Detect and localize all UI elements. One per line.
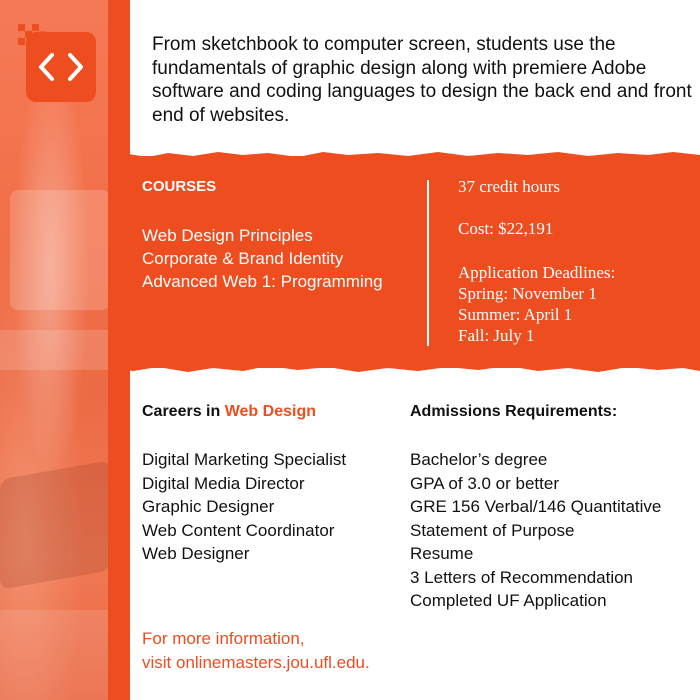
admission-item: Completed UF Application bbox=[410, 591, 607, 610]
admission-item: GPA of 3.0 or better bbox=[410, 473, 559, 493]
admission-item: GRE 156 Verbal/146 Quantitative bbox=[410, 497, 662, 516]
logo-pixel bbox=[18, 24, 25, 31]
courses-list bbox=[142, 224, 383, 293]
career-item: Digital Media Director bbox=[142, 473, 305, 493]
credit-hours: 37 credit hours bbox=[458, 177, 560, 196]
logo-pixel bbox=[18, 38, 25, 45]
admission-item: Bachelor’s degree bbox=[410, 450, 548, 469]
program-cost: Cost: $22,191 bbox=[458, 219, 554, 238]
course-item: Advanced Web 1: Programming bbox=[142, 272, 383, 291]
admission-item: Resume bbox=[410, 544, 474, 563]
photo-hand-shape bbox=[0, 460, 110, 589]
course-item: Web Design Principles bbox=[142, 226, 313, 245]
application-deadlines bbox=[458, 262, 615, 346]
admissions-list bbox=[410, 448, 661, 613]
careers-list bbox=[142, 448, 346, 566]
career-item: Web Content Coordinator bbox=[142, 520, 335, 540]
career-item: Web Designer bbox=[142, 544, 250, 563]
more-info-line: For more information, bbox=[142, 629, 305, 648]
code-brackets-icon bbox=[26, 32, 96, 102]
careers-heading bbox=[142, 403, 316, 421]
logo-pixel bbox=[32, 24, 39, 31]
deadline-item: Fall: July 1 bbox=[458, 326, 535, 345]
logo bbox=[18, 24, 96, 102]
career-item: Digital Marketing Specialist bbox=[142, 450, 347, 469]
careers-heading-accent: Web Design bbox=[224, 403, 316, 420]
deadlines-heading: Application Deadlines: bbox=[458, 263, 616, 282]
course-item: Corporate & Brand Identity bbox=[142, 249, 344, 268]
deadline-item: Spring: November 1 bbox=[458, 284, 597, 303]
admissions-heading: Admissions Requirements: bbox=[410, 403, 618, 420]
intro-paragraph: From sketchbook to computer screen, students use the fundamentals of graphic design along with premiere Adobe software and coding languages to design the back end and front end of websites. bbox=[152, 34, 692, 126]
deadline-item: Summer: April 1 bbox=[458, 305, 573, 324]
courses-heading: COURSES bbox=[142, 178, 217, 195]
careers-heading-prefix: Careers in bbox=[142, 403, 225, 420]
photo-monitor-shape bbox=[10, 190, 110, 310]
more-info-link: visit onlinemasters.jou.ufl.edu. bbox=[142, 652, 370, 672]
band-divider bbox=[427, 180, 429, 346]
admission-item: Statement of Purpose bbox=[410, 520, 575, 540]
band-torn-edge-bottom bbox=[108, 362, 700, 374]
career-item: Graphic Designer bbox=[142, 497, 275, 516]
more-info bbox=[142, 627, 370, 674]
admission-item: 3 Letters of Recommendation bbox=[410, 567, 634, 587]
